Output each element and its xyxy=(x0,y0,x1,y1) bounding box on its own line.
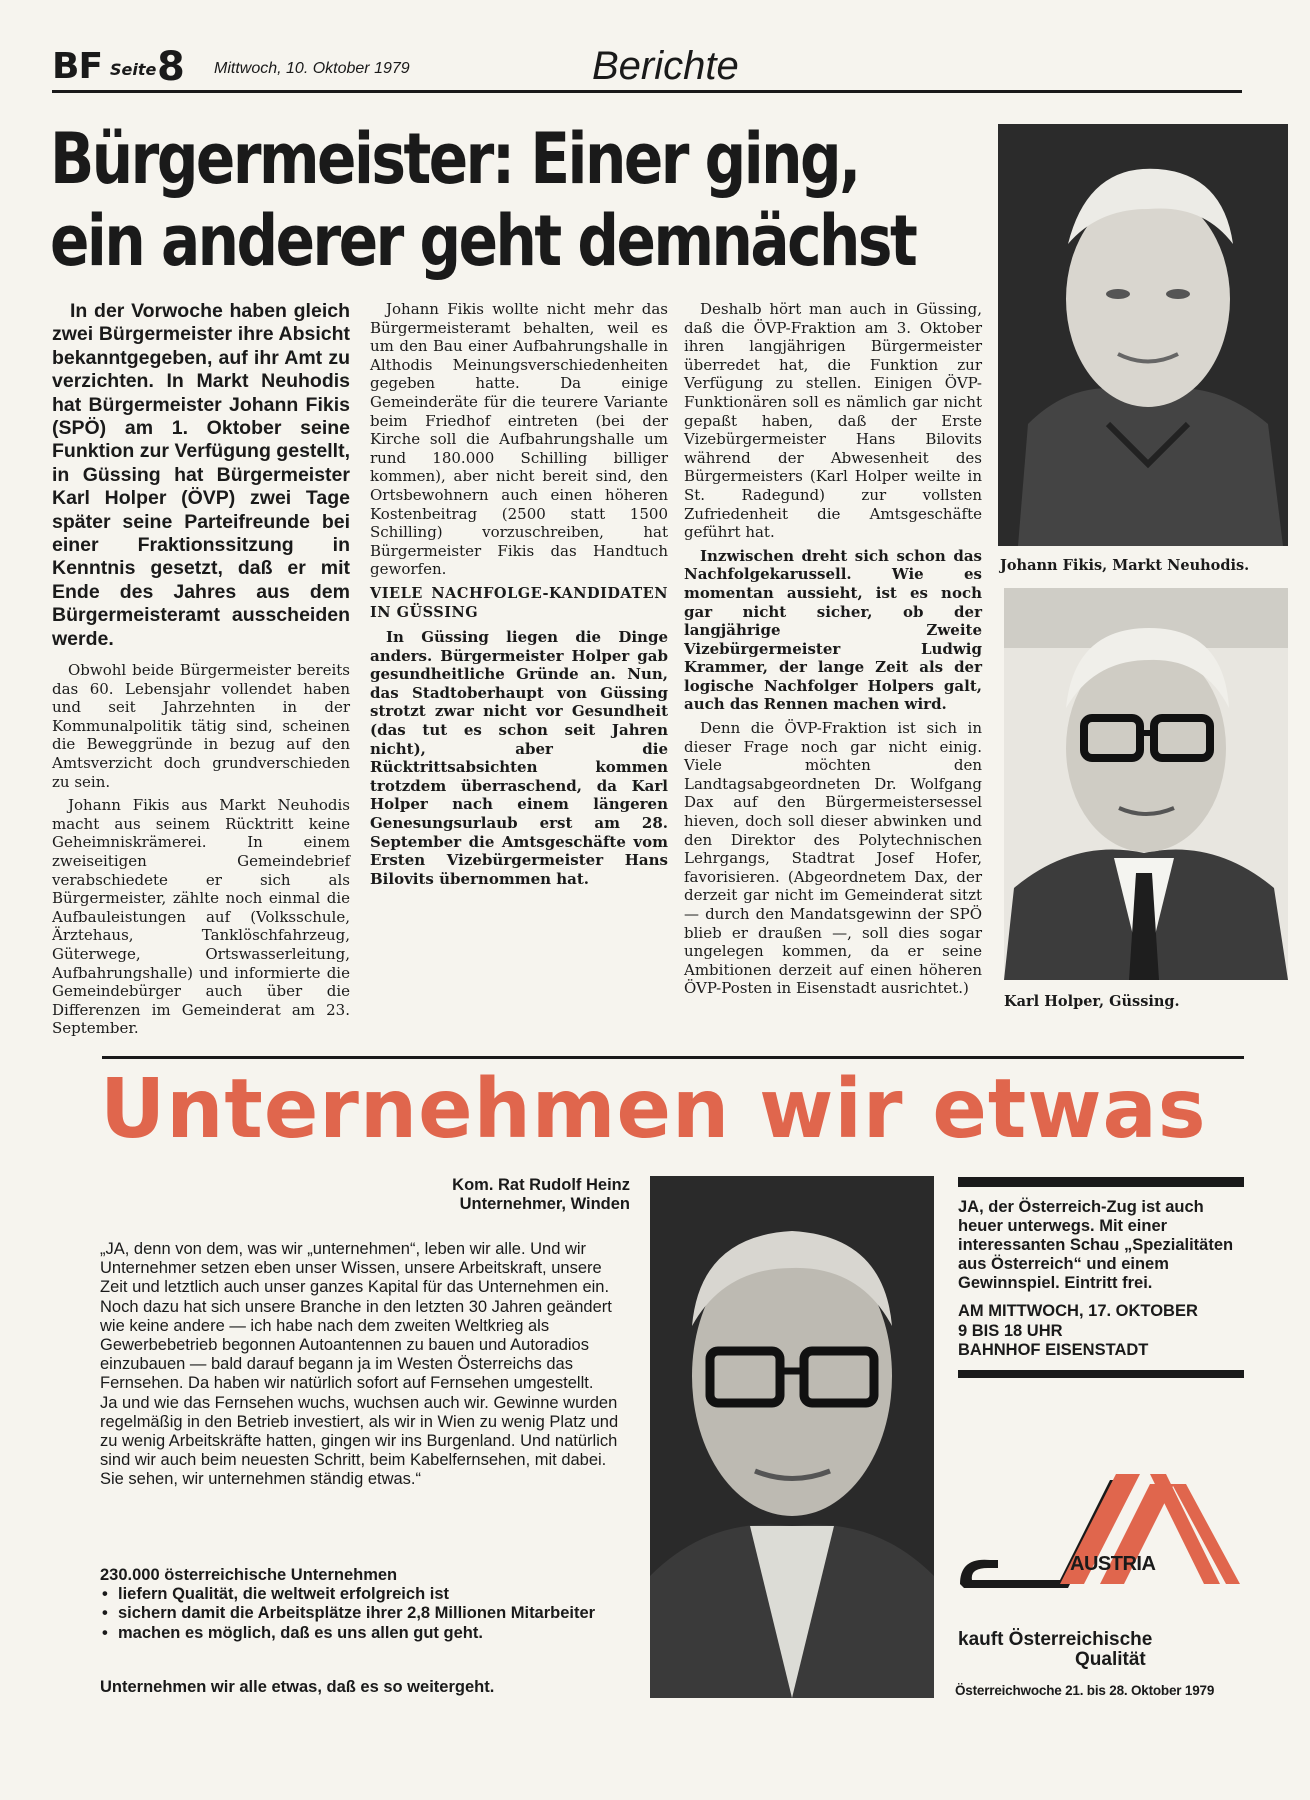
portrait-photo-holper xyxy=(1004,588,1288,980)
ad-points xyxy=(100,1566,630,1643)
page-label: Seite xyxy=(110,60,157,79)
article-paragraph: Deshalb hört man auch in Güssing, daß die ÖVP-Fraktion am 3. Oktober ihren langjährigen Bürgermeister überredet hat, die Funktion zur Verfügung zu stellen. Einigen ÖVP-Funktionären soll es nämlich gar nicht gepaßt haben, daß der Erste Vizebürgermeister Hans Bilovits während der Abwesenheit des Bürgermeisters (Karl Holper weilte in St. Radegund) zur vollsten Zufriedenheit die Amtsgeschäfte geführt hat. xyxy=(684,300,982,542)
event-time: 9 BIS 18 UHR xyxy=(958,1321,1063,1340)
article-paragraph: Johann Fikis aus Markt Neuhodis macht aus seinem Rücktritt keine Geheimniskrämerei. In einem zweiseitigen Gemeindebrief verabschiedete er sich als Bürgermeister, zählte noch einmal die Aufbauleistungen auf (Volksschule, Ärztehaus, Tanklöschfahrzeug, Güterwege, Ortswasserleitung, Aufbahrungshalle) und informierte die Gemeindebürger auch über die Differenzen im Gemeinderat am 23. September. xyxy=(52,796,350,1038)
event-location: BAHNHOF EISENSTADT xyxy=(958,1341,1149,1359)
ad-person-name xyxy=(350,1176,630,1214)
headline-line-2: ein anderer geht demnächst xyxy=(50,200,916,282)
event-date: AM MITTWOCH, 17. OKTOBER xyxy=(958,1302,1198,1320)
ad-point: • machen es möglich, daß es uns allen gut geht. xyxy=(100,1624,630,1643)
page-number: 8 xyxy=(157,44,185,90)
ad-point: • liefern Qualität, die weltweit erfolgreich ist xyxy=(100,1585,630,1604)
campaign-week: Österreichwoche 21. bis 28. Oktober 1979 xyxy=(955,1683,1215,1698)
ad-top-rule xyxy=(102,1056,1244,1059)
issue-date: Mittwoch, 10. Oktober 1979 xyxy=(214,60,410,77)
ad-paragraph: Noch dazu hat sich unsere Branche in den letzten 30 Jahren geändert wie keine andere — ich habe nach dem zweiten Weltkrieg als Gewerbebetrieb begonnen Autoantennen zu bauen und Autoradios einzubauen — bald darauf begann ja im Westen Österreichs das Fernsehen. Da haben wir natürlich sofort auf Fernsehen umgestellt. xyxy=(100,1297,612,1393)
page-header xyxy=(52,40,1242,92)
section-title: Berichte xyxy=(592,44,739,88)
photo-caption: Johann Fikis, Markt Neuhodis. xyxy=(1000,557,1250,574)
ad-person-role: Unternehmer, Winden xyxy=(459,1195,630,1213)
ad-paragraph: Sie sehen, wir unternehmen ständig etwas.“ xyxy=(100,1470,422,1489)
article-headline xyxy=(50,118,916,282)
info-box-top-rule xyxy=(958,1177,1244,1187)
logo-tagline-line1: kauft Österreichische xyxy=(958,1629,1153,1650)
masthead: BF xyxy=(52,46,103,87)
info-box-text: JA, der Österreich-Zug ist auch heuer unterwegs. Mit einer interessanten Schau „Spezialitäten aus Österreich“ und einem Gewinnspiel. Eintritt frei. xyxy=(958,1198,1234,1292)
ad-points-list xyxy=(100,1585,630,1643)
logo-tagline xyxy=(958,1630,1258,1670)
ad-points-title: 230.000 österreichische Unternehmen xyxy=(100,1566,398,1584)
portrait-photo-fikis xyxy=(998,124,1288,546)
article-lead: In der Vorwoche haben gleich zwei Bürgermeister ihre Absicht bekanntgegeben, auf ihr Amt zu verzichten. In Markt Neuhodis hat Bürgermeister Johann Fikis (SPÖ) am 1. Oktober seine Funktion zur Verfügung gestellt, in Güssing hat Bürgermeister Karl Holper (ÖVP) zwei Tage später seine Parteifreunde bei einer Fraktionssitzung in Kenntnis gesetzt, daß er mit Ende des Jahres aus dem Bürgermeisteramt ausscheiden werde. xyxy=(52,300,350,650)
article-column-3 xyxy=(684,300,982,1003)
article-paragraph: In Güssing liegen die Dinge anders. Bürgermeister Holper gab gesundheitliche Gründe an. Nun, das Stadtoberhaupt von Güssing strotzt zwar nicht vor Gesundheit (das tut es schon seit Jahren nicht), aber die Rücktrittsabsichten kommen trotzdem überraschend, da Karl Holper nach einem längeren Genesungsurlaub erst am 28. September die Amtsgeschäfte vom Ersten Vizebürgermeister Hans Bilovits übernommen hat. xyxy=(370,628,668,888)
photo-caption: Karl Holper, Güssing. xyxy=(1004,993,1180,1010)
ad-paragraph: „JA, denn von dem, was wir „unternehmen“, leben wir alle. Und wir Unternehmer setzen eben unser Wissen, unsere Arbeitskraft, unsere Zeit und letztlich auch unser ganzes Kapital für das Unternehmen ein. xyxy=(100,1240,610,1297)
ad-paragraph: Ja und wie das Fernsehen wuchs, wuchsen auch wir. Gewinne wurden regelmäßig in den Betrieb investiert, als wir in Wien zu wenig Platz und zu wenig Arbeitskräfte hatten, gingen wir ins Burgenland. Und natürlich sind wir auch beim neuesten Schritt, beim Kabelfernsehen, mit dabei. xyxy=(100,1393,619,1470)
info-box-bottom-rule xyxy=(958,1370,1244,1378)
header-rule xyxy=(52,90,1242,93)
ad-point: • sichern damit die Arbeitsplätze ihrer 2,8 Millionen Mitarbeiter xyxy=(100,1604,630,1623)
headline-line-1: Bürgermeister: Einer ging, xyxy=(50,118,859,200)
logo-tagline-line2: Qualität xyxy=(1075,1649,1146,1670)
ad-portrait-photo xyxy=(650,1176,934,1698)
ad-body xyxy=(100,1240,630,1490)
ad-closing: Unternehmen wir alle etwas, daß es so weitergeht. xyxy=(100,1678,495,1696)
ad-headline: Unternehmen wir etwas xyxy=(100,1062,1207,1157)
logo-wordmark: AUSTRIA xyxy=(1070,1553,1156,1575)
article-paragraph: Inzwischen dreht sich schon das Nachfolgekarussell. Wie es momentan aussieht, ist es noch gar nicht sicher, ob der langjährige Zweite Vizebürgermeister Ludwig Krammer, der lange Zeit als der logische Nachfolger Holpers galt, auch das Rennen machen wird. xyxy=(684,546,982,714)
article-paragraph: Obwohl beide Bürgermeister bereits das 60. Lebensjahr vollendet haben und seit Jahrzehnten in der Kommunalpolitik tätig sind, scheinen die Beweggründe in bezug auf den Amtsverzicht doch grundverschieden zu sein. xyxy=(52,661,350,791)
article-paragraph: Johann Fikis wollte nicht mehr das Bürgermeisteramt behalten, weil es um den Bau einer Aufbahrungshalle in Althodis Meinungsverschiedenheiten gegeben hatte. Da einige Gemeinderäte für die teurere Variante beim Friedhof eintreten (bei der Kirche soll die Aufbahrungshalle um rund 180.000 Schilling billiger kommen), aber nicht bereit sind, den Ortsbewohnern auch einen höheren Kostenbeitrag (2500 statt 1500 Schilling) vorzuschreiben, hat Bürgermeister Fikis das Handtuch geworfen. xyxy=(370,300,668,579)
article-paragraph: Denn die ÖVP-Fraktion ist sich in dieser Frage noch gar nicht einig. Viele möchten den Landtagsabgeordneten Dr. Wolfgang Dax auf den Bürgermeistersessel hieven, doch soll dieser abwinken und den Direktor des Polytechnischen Lehrgangs, Stadtrat Josef Hofer, favorisieren. (Abgeordnetem Dax, der derzeit gar nicht im Gemeinderat sitzt — durch den Mandatsgewinn der SPÖ blieb er draußen —, soll dies sogar ungelegen kommen, da er seine Ambitionen derzeit auf einen höheren ÖVP-Posten in Eisenstadt ausrichtet.) xyxy=(684,719,982,998)
article-subhead: VIELE NACHFOLGE-KANDIDATEN IN GÜSSING xyxy=(370,584,668,621)
article-column-1 xyxy=(52,300,350,1043)
article-column-2 xyxy=(370,300,668,893)
ad-person-title: Kom. Rat Rudolf Heinz xyxy=(452,1176,630,1194)
info-box-schedule xyxy=(958,1302,1248,1361)
